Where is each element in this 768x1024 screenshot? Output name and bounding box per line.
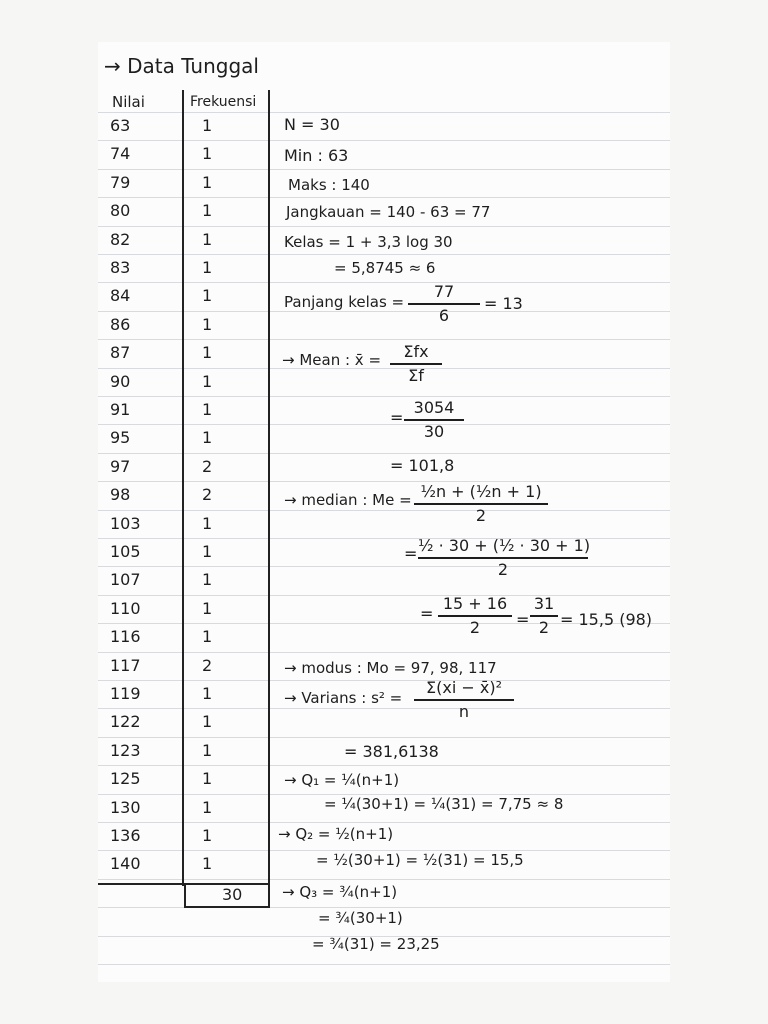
fraction-bar: [530, 615, 558, 617]
fraction-bar: [414, 503, 548, 505]
calc-q3: → Q₃ = ¾(n+1): [282, 883, 398, 901]
median-result: = 15,5 (98): [560, 610, 653, 629]
table-cell-frekuensi: 1: [202, 343, 213, 362]
ruled-line: [98, 112, 670, 113]
calc-kelas-result: = 5,8745 ≈ 6: [334, 259, 436, 277]
table-cell-frekuensi: 1: [202, 286, 213, 305]
table-cell-frekuensi: 1: [202, 854, 213, 873]
fraction-bar: [418, 557, 588, 559]
table-cell-frekuensi: 1: [202, 712, 213, 731]
calc-q2-detail: = ½(30+1) = ½(31) = 15,5: [316, 851, 524, 869]
fraction-bar: [408, 303, 480, 305]
table-right-line: [268, 90, 270, 886]
table-cell-nilai: 136: [110, 826, 141, 845]
ruled-line: [98, 822, 670, 823]
mean-num-2: 3054: [413, 398, 455, 417]
table-cell-nilai: 110: [110, 599, 141, 618]
calc-kelas: Kelas = 1 + 3,3 log 30: [284, 233, 453, 251]
calc-panjang-result: = 13: [484, 294, 523, 313]
table-cell-nilai: 79: [110, 173, 131, 192]
table-cell-frekuensi: 1: [202, 372, 213, 391]
mean-fraction: [390, 342, 442, 386]
table-cell-nilai: 83: [110, 258, 131, 277]
table-cell-frekuensi: 1: [202, 514, 213, 533]
median-den-2: 2: [497, 559, 509, 579]
table-left-line: [182, 90, 184, 886]
table-cell-nilai: 117: [110, 656, 141, 675]
table-cell-nilai: 140: [110, 854, 141, 873]
median-fraction-2: [418, 536, 591, 580]
calc-min: Min : 63: [284, 146, 349, 165]
table-cell-frekuensi: 1: [202, 201, 213, 220]
table-cell-frekuensi: 1: [202, 684, 213, 703]
varians-fraction: [414, 678, 514, 722]
panjang-den: 6: [438, 305, 450, 325]
table-cell-frekuensi: 1: [202, 769, 213, 788]
median-num-4: 31: [533, 594, 555, 613]
calc-q3-detail: = ¾(30+1): [318, 909, 403, 927]
calc-maks: Maks : 140: [288, 176, 370, 194]
total-box-left: [184, 883, 186, 907]
median-den-4: 2: [538, 617, 550, 637]
calc-modus: → modus : Mo = 97, 98, 117: [284, 659, 497, 677]
ruled-line: [98, 595, 670, 596]
fraction-bar: [414, 699, 514, 701]
table-cell-frekuensi: 2: [202, 485, 213, 504]
table-cell-nilai: 123: [110, 741, 141, 760]
table-cell-frekuensi: 1: [202, 627, 213, 646]
notebook-page: [98, 42, 670, 982]
median-fraction: [414, 482, 548, 526]
table-cell-nilai: 107: [110, 570, 141, 589]
calc-median-label: → median : Me =: [284, 491, 412, 509]
median-den: 2: [475, 505, 487, 525]
table-cell-frekuensi: 1: [202, 144, 213, 163]
table-cell-nilai: 91: [110, 400, 131, 419]
total-box-right: [268, 883, 270, 907]
ruled-line: [98, 226, 670, 227]
table-cell-frekuensi: 1: [202, 798, 213, 817]
median-num: ½n + (½n + 1): [420, 482, 542, 501]
table-cell-nilai: 105: [110, 542, 141, 561]
calc-varians-label: → Varians : s² =: [284, 689, 403, 707]
mean-den-2: 30: [423, 421, 445, 441]
ruled-line: [98, 140, 670, 141]
calc-n: N = 30: [284, 115, 340, 134]
table-cell-nilai: 103: [110, 514, 141, 533]
table-cell-nilai: 116: [110, 627, 141, 646]
mean-result: = 101,8: [390, 456, 455, 475]
total-box-bottom: [184, 906, 270, 908]
table-cell-nilai: 97: [110, 457, 131, 476]
table-cell-nilai: 80: [110, 201, 131, 220]
ruled-line: [98, 680, 670, 681]
table-cell-nilai: 87: [110, 343, 131, 362]
ruled-line: [98, 652, 670, 653]
table-cell-nilai: 82: [110, 230, 131, 249]
header-frekuensi: Frekuensi: [190, 94, 257, 110]
table-cell-nilai: 98: [110, 485, 131, 504]
total-frekuensi: 30: [222, 885, 243, 904]
calc-panjang-label: Panjang kelas =: [284, 293, 405, 311]
table-cell-frekuensi: 1: [202, 826, 213, 845]
table-cell-frekuensi: 1: [202, 315, 213, 334]
table-cell-nilai: 125: [110, 769, 141, 788]
fraction-bar: [390, 363, 442, 365]
ruled-line: [98, 879, 670, 880]
calc-q1-detail: = ¼(30+1) = ¼(31) = 7,75 ≈ 8: [324, 795, 564, 813]
header-nilai: Nilai: [112, 93, 145, 111]
table-cell-frekuensi: 1: [202, 173, 213, 192]
ruled-line: [98, 282, 670, 283]
ruled-line: [98, 396, 670, 397]
table-cell-nilai: 86: [110, 315, 131, 334]
table-cell-frekuensi: 1: [202, 400, 213, 419]
table-cell-frekuensi: 1: [202, 599, 213, 618]
ruled-line: [98, 424, 670, 425]
table-cell-frekuensi: 1: [202, 542, 213, 561]
table-cell-nilai: 84: [110, 286, 131, 305]
ruled-line: [98, 481, 670, 482]
median-fraction-4: [530, 594, 558, 638]
calc-jangkauan: Jangkauan = 140 - 63 = 77: [286, 203, 491, 221]
ruled-line: [98, 197, 670, 198]
mean-num: Σfx: [403, 342, 429, 361]
table-cell-frekuensi: 1: [202, 230, 213, 249]
varians-den: n: [458, 701, 470, 721]
panjang-fraction: [408, 282, 480, 326]
mean-den: Σf: [408, 365, 424, 385]
ruled-line: [98, 708, 670, 709]
panjang-num: 77: [433, 282, 455, 301]
median-eq-4: =: [516, 610, 530, 629]
ruled-line: [98, 765, 670, 766]
table-cell-frekuensi: 1: [202, 741, 213, 760]
table-cell-nilai: 122: [110, 712, 141, 731]
median-den-3: 2: [469, 617, 481, 637]
mean-eq: =: [390, 408, 404, 427]
table-cell-frekuensi: 1: [202, 116, 213, 135]
calc-q1: → Q₁ = ¼(n+1): [284, 771, 400, 789]
fraction-bar: [404, 419, 464, 421]
table-cell-frekuensi: 1: [202, 258, 213, 277]
table-cell-nilai: 95: [110, 428, 131, 447]
fraction-bar: [438, 615, 512, 617]
ruled-line: [98, 368, 670, 369]
ruled-line: [98, 254, 670, 255]
table-cell-frekuensi: 2: [202, 457, 213, 476]
ruled-line: [98, 737, 670, 738]
ruled-line: [98, 339, 670, 340]
table-cell-frekuensi: 1: [202, 428, 213, 447]
table-cell-nilai: 74: [110, 144, 131, 163]
median-fraction-3: [438, 594, 512, 638]
table-cell-nilai: 119: [110, 684, 141, 703]
calc-mean-label: → Mean : x̄ =: [282, 351, 382, 369]
ruled-line: [98, 453, 670, 454]
calc-q3-result: = ¾(31) = 23,25: [312, 935, 440, 953]
varians-result: = 381,6138: [344, 742, 439, 761]
mean-fraction-2: [404, 398, 464, 442]
median-eq-3: =: [420, 604, 434, 623]
table-cell-frekuensi: 2: [202, 656, 213, 675]
table-cell-nilai: 90: [110, 372, 131, 391]
median-num-3: 15 + 16: [442, 594, 508, 613]
ruled-line: [98, 510, 670, 511]
median-eq-2: =: [404, 544, 418, 563]
ruled-line: [98, 964, 670, 965]
table-cell-frekuensi: 1: [202, 570, 213, 589]
table-cell-nilai: 130: [110, 798, 141, 817]
calc-q2: → Q₂ = ½(n+1): [278, 825, 394, 843]
varians-num: Σ(xi − x̄)²: [426, 678, 502, 697]
ruled-line: [98, 169, 670, 170]
median-num-2: ½ · 30 + (½ · 30 + 1): [418, 536, 591, 555]
table-cell-nilai: 63: [110, 116, 131, 135]
page-title: → Data Tunggal: [104, 54, 259, 78]
